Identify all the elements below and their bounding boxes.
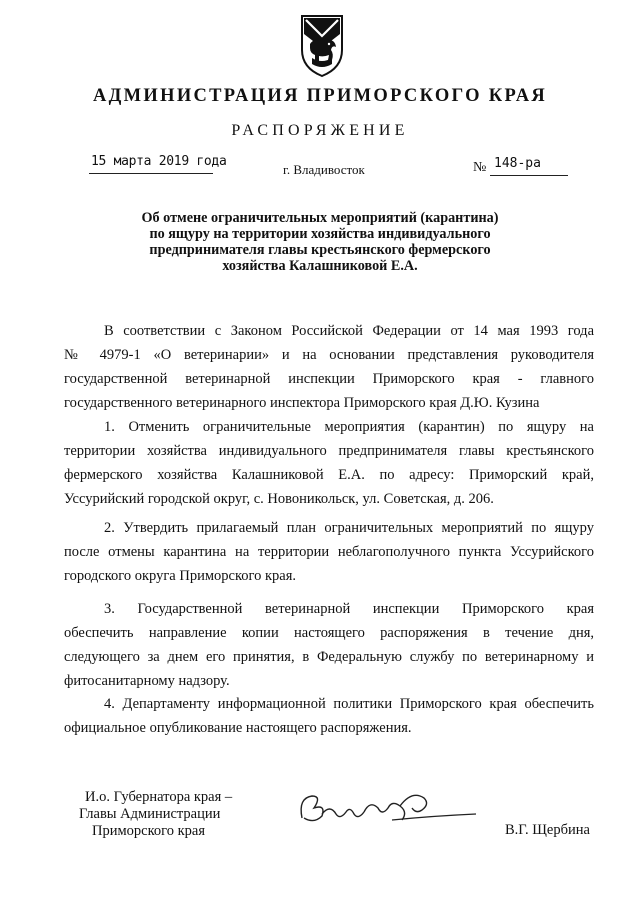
title-line: Об отмене ограничительных мероприятий (карантина) (141, 210, 499, 226)
paragraph-item-2 (64, 516, 594, 588)
position-line: Приморского края (92, 823, 206, 839)
date-underline (89, 173, 213, 174)
title-line: хозяйства Калашниковой Е.А. (222, 258, 418, 274)
text-line: государственного ветеринарного инспектора Приморского края Д.Ю. Кузина (64, 395, 540, 411)
text-line: фермерского хозяйства Калашниковой Е.А. по адресу: Приморский край, (64, 467, 594, 483)
text-line: 2. Утвердить прилагаемый план ограничительных мероприятий по ящуру (104, 520, 594, 536)
paragraph-item-1 (64, 415, 594, 511)
number-label: № (473, 160, 487, 175)
title-line: предпринимателя главы крестьянского фермерского (149, 242, 491, 258)
signatory-name: В.Г. Щербина (505, 822, 590, 838)
text-line: следующего за днем его принятия, в Федеральную службу по ветеринарному и (64, 649, 594, 665)
number-underline (490, 175, 568, 176)
signatory-position (79, 789, 232, 840)
coat-of-arms-emblem (298, 14, 346, 78)
text-line: после отмены карантина на территории неблагополучного пункта Уссурийского (64, 544, 594, 560)
text-line: 1. Отменить ограничительные мероприятия (карантин) по ящуру на (104, 419, 594, 435)
document-date: 15 марта 2019 года (91, 154, 227, 169)
text-line: фитосанитарному надзору. (64, 673, 230, 689)
text-line: официальное опубликование настоящего распоряжения. (64, 720, 412, 736)
document-type: РАСПОРЯЖЕНИЕ (231, 122, 409, 139)
document-number: 148-ра (494, 156, 541, 171)
paragraph-item-3 (64, 597, 594, 693)
text-line: 3. Государственной ветеринарной инспекции Приморского края (104, 601, 594, 617)
text-line: 4. Департаменту информационной политики Приморского края обеспечить (104, 696, 594, 712)
text-line: обеспечить направление копии настоящего распоряжения в течение дня, (64, 625, 594, 641)
text-line: городского округа Приморского края. (64, 568, 296, 584)
organization-name: АДМИНИСТРАЦИЯ ПРИМОРСКОГО КРАЯ (92, 86, 548, 106)
document-title (60, 210, 580, 274)
paragraph-item-4 (64, 692, 594, 740)
handwritten-signature (292, 786, 482, 836)
text-line: № 4979-1 «О ветеринарии» и на основании представления руководителя (64, 347, 594, 363)
text-line: территории хозяйства индивидуального предпринимателя главы крестьянского (64, 443, 594, 459)
position-line: Главы Администрации (79, 806, 221, 822)
paragraph-preamble (64, 319, 594, 415)
title-line: по ящуру на территории хозяйства индивидуального (149, 226, 491, 242)
position-line: И.о. Губернатора края – (85, 789, 233, 805)
document-city: г. Владивосток (283, 162, 365, 177)
text-line: государственной ветеринарной инспекции Приморского края - главного (64, 371, 594, 387)
text-line: Уссурийский городской округ, с. Новоникольск, ул. Советская, д. 206. (64, 491, 494, 507)
text-line: В соответствии с Законом Российской Федерации от 14 мая 1993 года (104, 323, 594, 339)
